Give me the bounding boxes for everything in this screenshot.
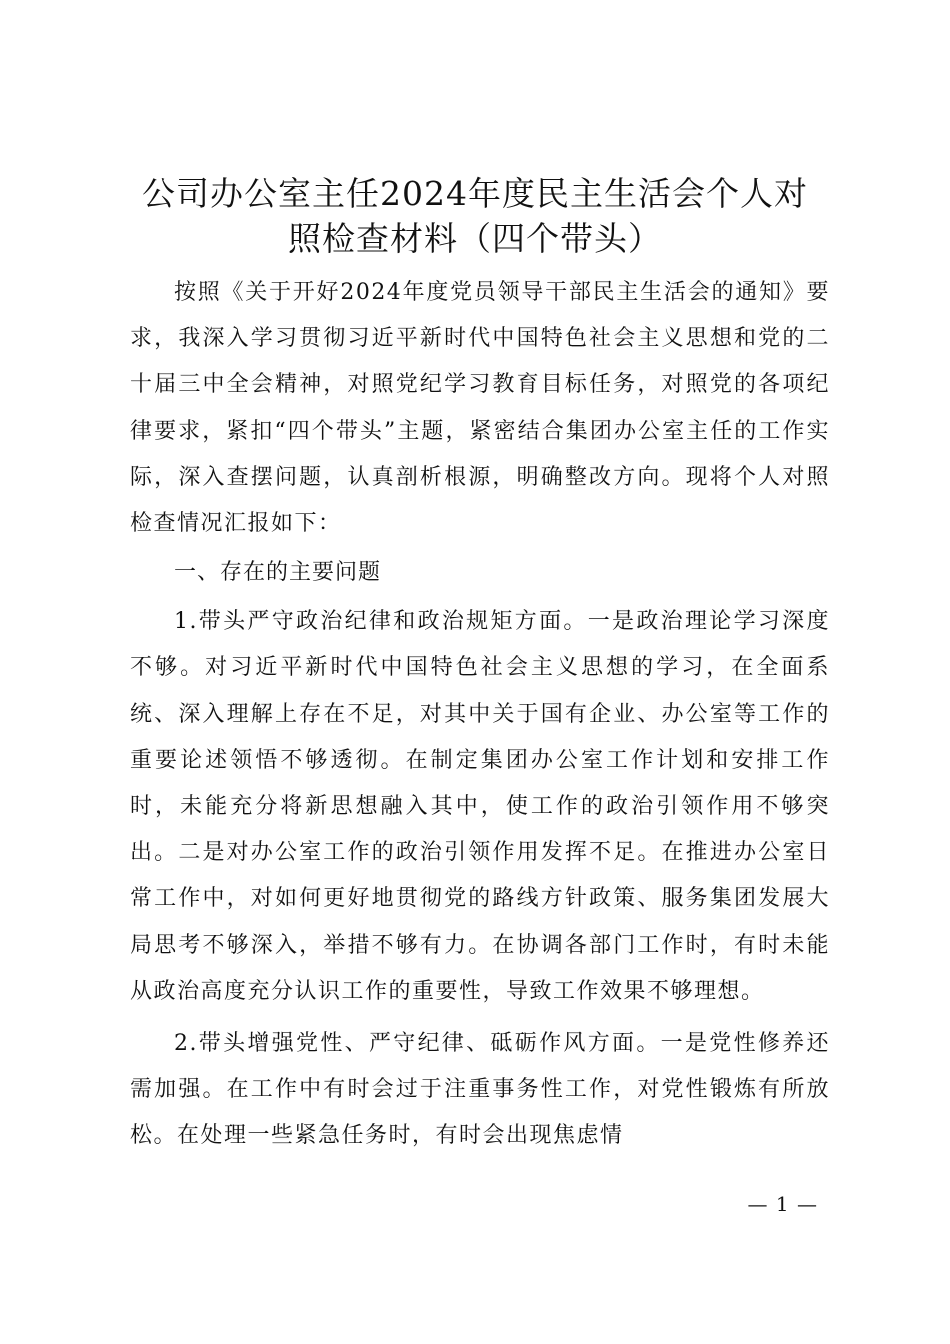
document-body xyxy=(130,270,830,1160)
paragraph-political-discipline: 1.带头严守政治纪律和政治规矩方面。一是政治理论学习深度不够。对习近平新时代中国特色社会主义思想的学习，在全面系统、深入理解上存在不足，对其中关于国有企业、办公室等工作的重要论述领悟不够透彻。在制定集团办公室工作计划和安排工作时，未能充分将新思想融入其中，使工作的政治引领作用不够突出。二是对办公室工作的政治引领作用发挥不足。在推进办公室日常工作中，对如何更好地贯彻党的路线方针政策、服务集团发展大局思考不够深入，举措不够有力。在协调各部门工作时，有时未能从政治高度充分认识工作的重要性，导致工作效果不够理想。 xyxy=(130,609,830,1004)
section-heading: 一、存在的主要问题 xyxy=(174,560,382,586)
intro-paragraph: 按照《关于开好2024年度党员领导干部民主生活会的通知》要求，我深入学习贯彻习近平新时代中国特色社会主义思想和党的二十届三中全会精神，对照党纪学习教育目标任务，对照党的各项纪律要求，紧扣“四个带头”主题，紧密结合集团办公室主任的工作实际，深入查摆问题，认真剖析根源，明确整改方向。现将个人对照检查情况汇报如下： xyxy=(130,280,830,537)
document-title-line-2: 照检查材料（四个带头） xyxy=(288,219,662,258)
paragraph-party-spirit: 2.带头增强党性、严守纪律、砥砺作风方面。一是党性修养还需加强。在工作中有时会过于注重事务性工作，对党性锻炼有所放松。在处理一些紧急任务时，有时会出现焦虑情 xyxy=(130,1031,830,1149)
page-number: — 1 — xyxy=(747,1192,818,1216)
document-title-line-1: 公司办公室主任2024年度民主生活会个人对 xyxy=(142,174,808,213)
